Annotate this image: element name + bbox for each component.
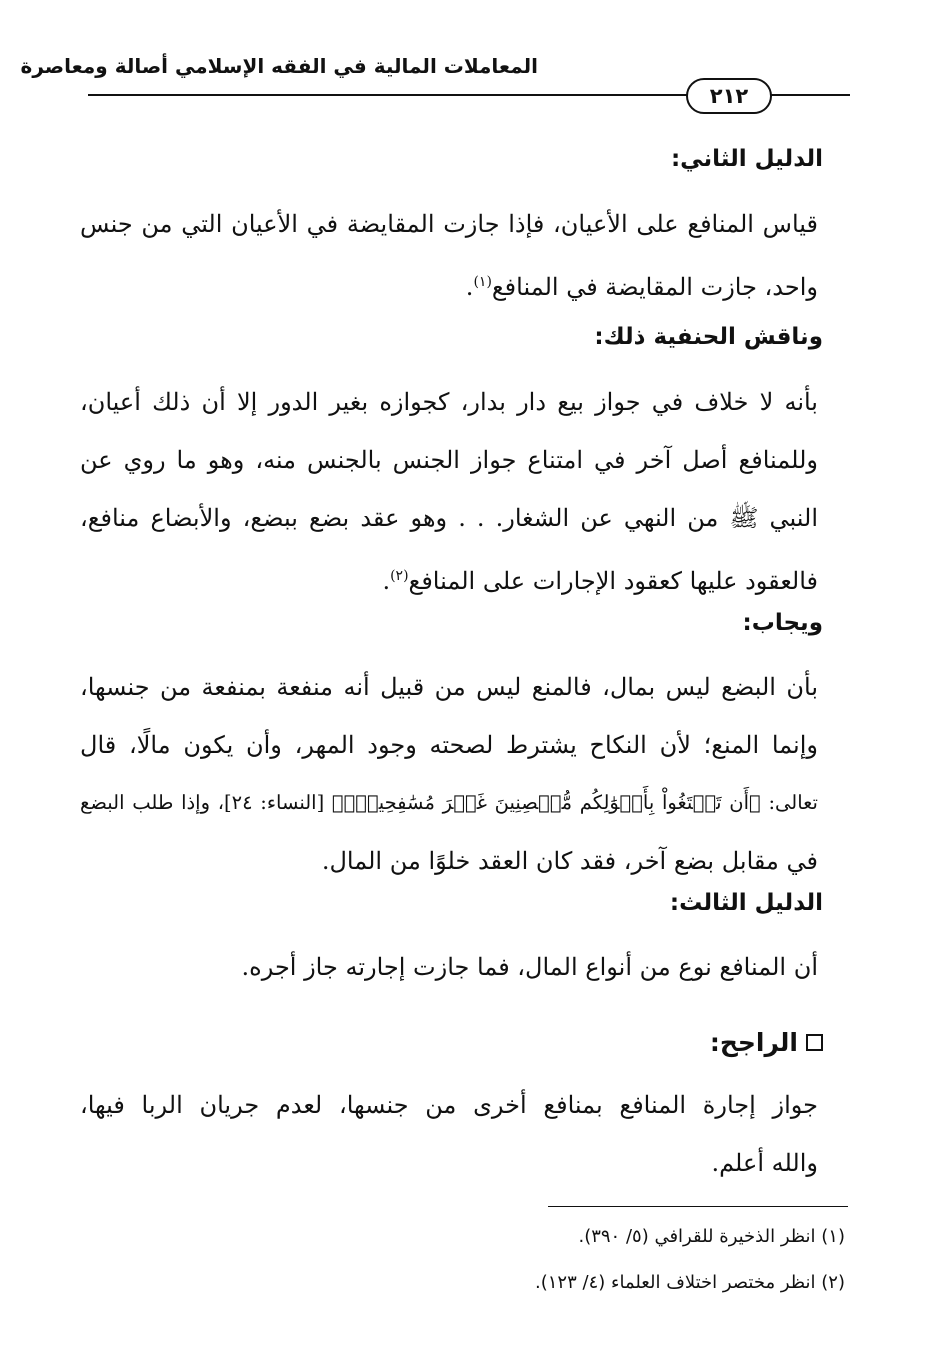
text-fragment: . (465, 273, 474, 301)
running-title: المعاملات المالية في الفقه الإسلامي أصالة ومعاصرة (20, 54, 538, 78)
footnote-2: (٢) انظر مختصر اختلاف العلماء (٤/ ١٢٣). (535, 1272, 845, 1293)
footnote-ref: (٢) (390, 568, 409, 584)
text-line (80, 253, 818, 311)
heading-preferred-label: الراجح: (709, 1028, 798, 1057)
paragraph-preferred (80, 1076, 818, 1192)
text-line: بأن البضع ليس بمال، فالمنع ليس من قبيل أنه منفعة بمنفعة من جنسها، (80, 673, 818, 701)
heading-hanafi-objection: وناقش الحنفية ذلك: (594, 324, 823, 350)
text-line: والله أعلم. (711, 1149, 818, 1177)
text-line: وللمنافع أصل آخر في امتناع جواز الجنس بالجنس منه، وهو ما روي عن (80, 446, 818, 474)
text-line (80, 547, 818, 605)
text-fragment: واحد، جازت المقايضة في المنافع (491, 273, 818, 301)
text-line: جواز إجارة المنافع بمنافع أخرى من جنسها، لعدم جريان الربا فيها، (80, 1091, 818, 1119)
text-fragment: . (382, 567, 391, 595)
footnote-rule (548, 1206, 848, 1207)
checkbox-icon (806, 1034, 823, 1051)
paragraph-hanafi-objection (80, 373, 818, 605)
footnote-ref: (١) (473, 274, 492, 290)
heading-response: ويجاب: (742, 610, 823, 636)
paragraph-third-evidence (80, 938, 818, 996)
heading-third-evidence: الدليل الثالث: (669, 890, 823, 916)
text-line: أن المنافع نوع من أنواع المال، فما جازت إجارته جاز أجره. (241, 953, 818, 981)
page-number: ٢١٢ (686, 78, 772, 114)
text-fragment: فالعقود عليها كعقود الإجارات على المنافع (408, 567, 818, 595)
footnote-1: (١) انظر الذخيرة للقرافي (٥/ ٣٩٠). (578, 1226, 845, 1247)
text-line: النبي ﷺ من النهي عن الشغار. . . وهو عقد بضع ببضع، والأبضاع منافع، (80, 504, 819, 532)
paragraph-second-evidence (80, 195, 818, 311)
text-line: قياس المنافع على الأعيان، فإذا جازت المقايضة في الأعيان التي من جنس (80, 210, 818, 238)
text-line: في مقابل بضع آخر، فقد كان العقد خلوًا من المال. (321, 847, 818, 875)
text-line: بأنه لا خلاف في جواز بيع دار بدار، كجوازه بغير الدور إلا أن ذلك أعيان، (80, 388, 818, 416)
text-line: وإنما المنع؛ لأن النكاح يشترط لصحته وجود المهر، وأن يكون مالًا، قال (80, 731, 818, 759)
heading-preferred (710, 1028, 823, 1057)
text-line: تعالى: ﴿أَن تَبۡتَغُواْ بِأَمۡوَٰلِكُم مُّحۡصِنِينَ غَيۡرَ مُسَٰفِحِينَۚ﴾ [النساء: ٢٤]، وإذا طلب البضع (80, 791, 818, 814)
heading-second-evidence: الدليل الثاني: (670, 146, 823, 172)
paragraph-response (80, 658, 818, 890)
